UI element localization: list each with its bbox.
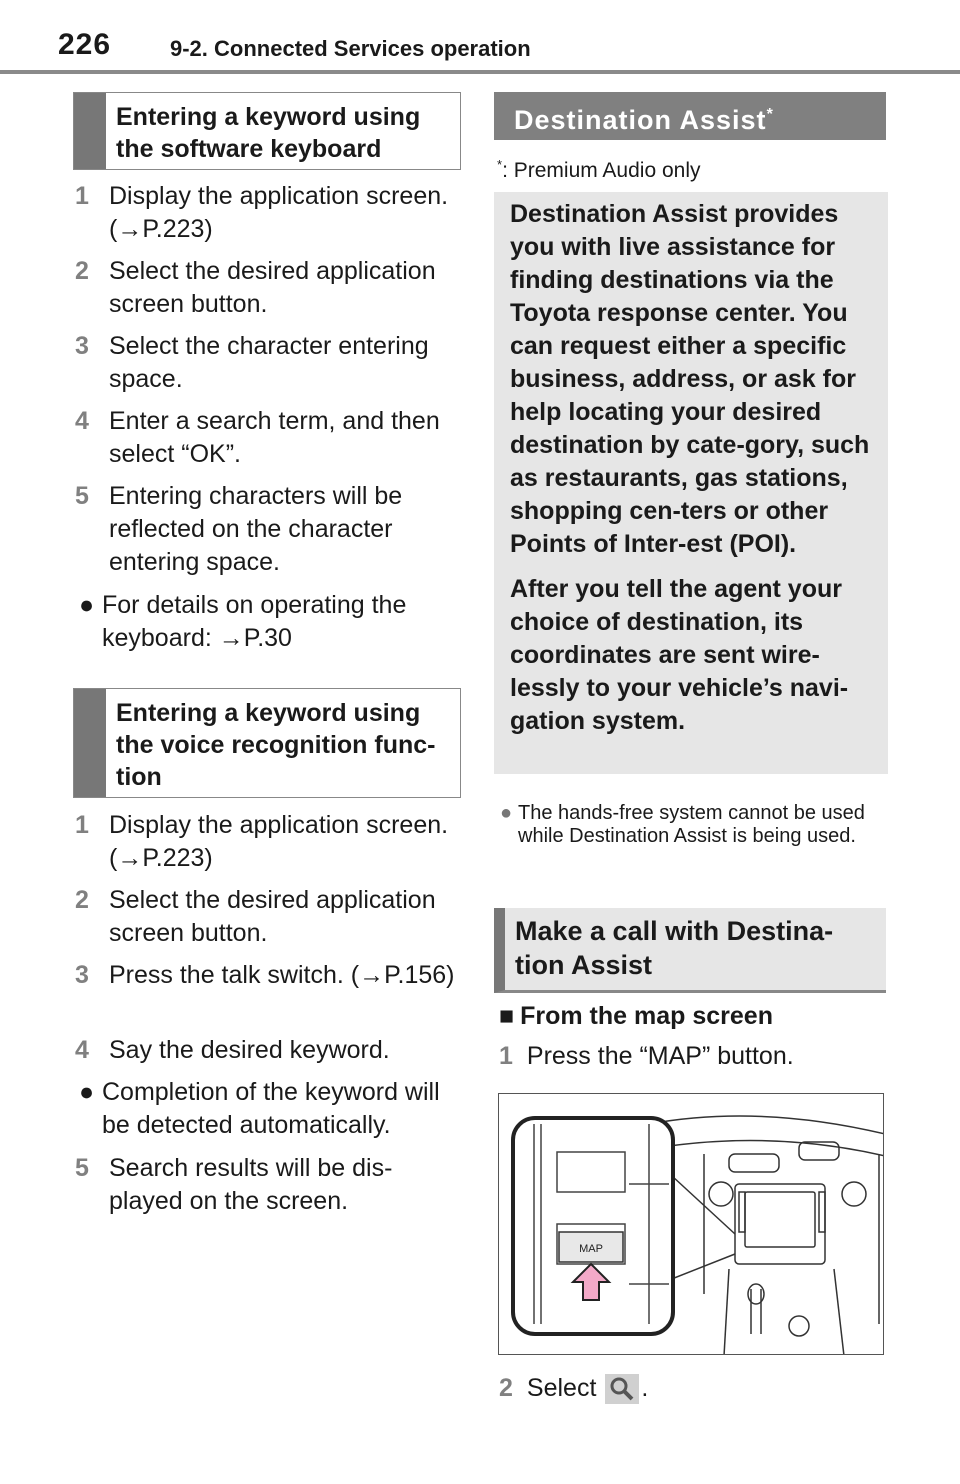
bullet-text: Completion of the keyword will be detected automatically. (102, 1078, 440, 1139)
map-button-illustration (498, 1093, 884, 1355)
step-number: 1 (75, 811, 89, 839)
step-text: Search results will be dis-played on the screen. (109, 1154, 393, 1215)
step-number: 1 (499, 1042, 513, 1070)
step-text: Press the talk switch. (→P.156) (109, 961, 455, 989)
step (75, 480, 460, 579)
banner-mark: * (766, 106, 774, 123)
call-heading-box (494, 908, 886, 993)
bullet-text: For details on operating the keyboard: →P.30 (102, 591, 407, 652)
step-text: Entering characters will be reflected on the character entering space. (109, 482, 403, 576)
step-number: 2 (499, 1374, 513, 1402)
destination-assist-banner (494, 92, 886, 140)
banner-title: Destination Assist (514, 105, 767, 135)
step (75, 405, 460, 471)
info-box (494, 192, 888, 774)
step (499, 1040, 794, 1073)
note-dot-icon: ● (500, 802, 513, 824)
step (75, 330, 460, 396)
step-text: Enter a search term, and then select “OK”. (109, 407, 440, 468)
note-text: The hands-free system cannot be used while Destination Assist is being used. (518, 802, 865, 847)
step-number: 2 (75, 886, 89, 914)
call-heading: Make a call with Destina-tion Assist (515, 916, 834, 980)
bullet-item (75, 1076, 460, 1142)
bullet-dot-icon: ● (79, 1078, 95, 1106)
step (75, 959, 460, 992)
bullet-dot-icon: ● (79, 591, 95, 619)
step (75, 1152, 460, 1218)
map-button-label: MAP (579, 1243, 603, 1255)
subheading (499, 1002, 773, 1031)
page-number: 226 (58, 28, 112, 61)
dashboard-drawing (499, 1094, 884, 1355)
step-number: 3 (75, 332, 89, 360)
step (75, 255, 460, 321)
keyboard-heading-box (73, 92, 461, 170)
step (75, 809, 460, 875)
step-text: Display the application screen. (→P.223) (109, 811, 449, 872)
step-number: 3 (75, 961, 89, 989)
bullet-item (75, 589, 460, 655)
subheading-text: From the map screen (520, 1002, 773, 1030)
footnote (497, 157, 701, 183)
voice-heading-box (73, 688, 461, 798)
square-bullet-icon: ■ (499, 1002, 515, 1030)
info-paragraph: Destination Assist provides you with live assistance for finding destinations via the Toyota response center. You can request either a specific business, address, or ask for help locating your desired destination by cate-gory, such as restaurants, gas stations, shopping cen-ters or other Points of Inter-est (POI). (510, 200, 870, 558)
footnote-mark: * (497, 157, 503, 172)
step (75, 1034, 460, 1067)
step-number: 5 (75, 482, 89, 510)
note (500, 802, 890, 848)
step-number: 2 (75, 257, 89, 285)
info-paragraph: After you tell the agent your choice of destination, its coordinates are sent wire-lessly to your vehicle’s navi-gation system. (510, 575, 849, 735)
header-divider (0, 70, 960, 74)
step-number: 4 (75, 407, 89, 435)
step-text: Select the desired application screen button. (109, 257, 436, 318)
step-number: 1 (75, 182, 89, 210)
keyboard-heading: Entering a keyword using the software keyboard (116, 103, 421, 163)
step-text: Select the character entering space. (109, 332, 429, 393)
step-text: Display the application screen. (→P.223) (109, 182, 449, 243)
step-number: 5 (75, 1154, 89, 1182)
search-icon (605, 1374, 639, 1404)
step-number: 4 (75, 1036, 89, 1064)
step-text: Say the desired keyword. (109, 1036, 390, 1064)
step (75, 884, 460, 950)
magnifier-glyph (605, 1374, 639, 1404)
step-text: Select (526, 1374, 597, 1402)
step-text: Press the “MAP” button. (526, 1042, 794, 1070)
heading-bar (74, 93, 106, 169)
step (499, 1372, 648, 1405)
voice-heading: Entering a keyword using the voice recognition func-tion (116, 699, 436, 791)
heading-bar (74, 689, 106, 797)
step-suffix: . (641, 1374, 649, 1402)
footnote-text: : Premium Audio only (502, 159, 701, 182)
step-text: Select the desired application screen button. (109, 886, 436, 947)
section-title: 9-2. Connected Services operation (170, 36, 531, 61)
step (75, 180, 460, 246)
